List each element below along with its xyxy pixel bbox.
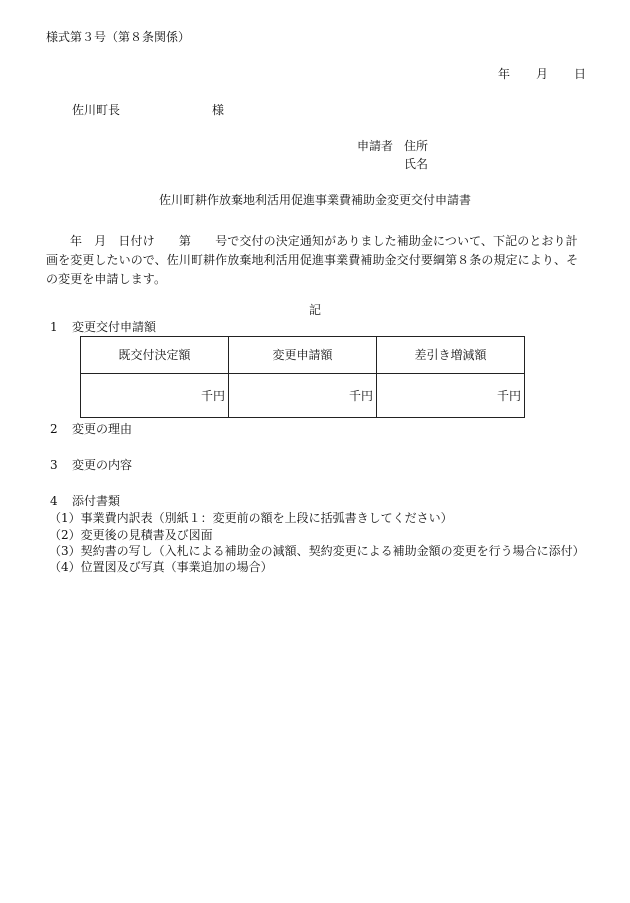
attachment-item: （4）位置図及び写真（事業追加の場合） — [49, 560, 273, 574]
date-year: 年 — [498, 67, 511, 81]
section-number: 3 — [50, 458, 58, 472]
addressee-honorific: 様 — [212, 103, 225, 117]
section-number: 4 — [50, 494, 58, 508]
section-1 — [50, 321, 156, 333]
date-line — [498, 68, 586, 80]
ki-heading: 記 — [308, 303, 321, 317]
attachment-item: （2）変更後の見積書及び図面 — [49, 528, 213, 542]
address-label: 住所 — [404, 139, 429, 153]
section-label: 変更の理由 — [72, 422, 133, 436]
date-month: 月 — [536, 67, 549, 81]
section-3 — [50, 459, 132, 471]
addressee-name: 佐川町長 — [72, 103, 121, 117]
table-header-row — [81, 337, 525, 374]
body-paragraph: 年 月 日付け 第 号で交付の決定通知がありました補助金について、下記のとおり計画を変更したいので、佐川町耕作放棄地利活用促進事業費補助金交付要綱第８条の規定により、その変更を申請します。 — [46, 234, 579, 286]
document-title: 佐川町耕作放棄地利活用促進事業費補助金変更交付申請書 — [158, 193, 471, 207]
attachment-item: （3）契約書の写し（入札による補助金の減額、契約変更による補助金額の変更を行う場合に添付） — [49, 544, 585, 558]
header-cell: 既交付決定額 — [81, 337, 229, 374]
applicant-label: 申請者 — [357, 139, 394, 153]
header-cell: 変更申請額 — [229, 337, 377, 374]
table-row — [81, 374, 525, 418]
amount-cell[interactable]: 千円 — [81, 374, 229, 418]
section-number: 1 — [50, 320, 58, 334]
section-label: 変更交付申請額 — [72, 320, 157, 334]
amount-table — [80, 336, 525, 418]
header-cell: 差引き増減額 — [377, 337, 525, 374]
name-label: 氏名 — [404, 157, 429, 171]
section-number: 2 — [50, 422, 58, 436]
amount-cell[interactable]: 千円 — [229, 374, 377, 418]
date-day: 日 — [574, 67, 587, 81]
section-label: 添付書類 — [72, 494, 121, 508]
section-4 — [50, 495, 120, 507]
form-number: 様式第３号（第８条関係） — [46, 30, 191, 44]
attachment-item: （1）事業費内訳表（別紙１：変更前の額を上段に括弧書きしてください） — [49, 511, 453, 525]
section-2 — [50, 423, 132, 435]
section-label: 変更の内容 — [72, 458, 133, 472]
amount-cell[interactable]: 千円 — [377, 374, 525, 418]
